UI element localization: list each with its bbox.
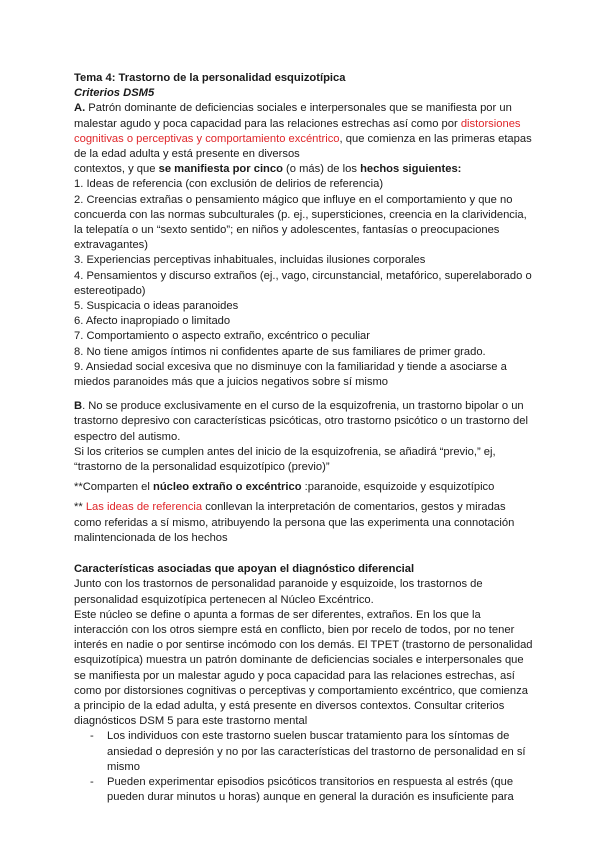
note-2-prefix: ** <box>74 501 86 514</box>
criteria-heading: Criterios DSM5 <box>74 87 155 100</box>
note-nucleo <box>74 480 534 495</box>
criterion-b-letter: B <box>74 400 83 413</box>
document-content <box>74 71 534 805</box>
note-2-suffix: conllevan la interpretación de comentarios, gestos y miradas como referidas a sí mismo, atribuyendo la persona que las experimenta una connotación malintencionada de los hechos <box>74 501 515 544</box>
section-2-heading: Características asociadas que apoyan el diagnóstico diferencial <box>74 563 415 576</box>
criterion-a-text-4: (o más) de los <box>282 163 361 176</box>
list-item: - Los individuos con este trastorno suelen buscar tratamiento para los síntomas de ansiedad o depresión y no por las características del trastorno de personalidad en sí mismo <box>74 729 534 775</box>
criterion-a-bold-2: hechos siguientes: <box>360 163 462 176</box>
criterion-b-text: . No se produce exclusivamente en el curso de la esquizofrenia, un trastorno bipolar o un trastorno depresivo con características psicóticas, otro trastorno psicótico o un trastorno del espectro del autismo. <box>74 400 528 443</box>
criteria-item-5: 5. Suspicacia o ideas paranoides <box>74 300 239 313</box>
note-1-bold: núcleo extraño o excéntrico <box>152 481 302 494</box>
criteria-item-1: 1. Ideas de referencia (con exclusión de delirios de referencia) <box>74 178 384 191</box>
list-item: - Pueden experimentar episodios psicóticos transitorios en respuesta al estrés (que pueden durar minutos u horas) aunque en general la duración es insuficiente para <box>74 775 534 805</box>
note-1-prefix: **Comparten el <box>74 481 153 494</box>
criteria-item-8: 8. No tiene amigos íntimos ni confidentes aparte de sus familiares de primer grado. <box>74 345 486 358</box>
page-title: Tema 4: Trastorno de la personalidad esquizotípica <box>74 72 346 84</box>
section-2-bullets <box>74 729 534 805</box>
section-2-para-1: Junto con los trastornos de personalidad paranoide y esquizoide, los trastornos de personalidad esquizotípica pertenecen al Núcleo Excéntrico. <box>74 578 483 606</box>
criterion-a-continuation <box>74 162 534 177</box>
criterion-a-bold-1: se manifiesta por cinco <box>158 163 283 176</box>
criteria-item-2: 2. Creencias extrañas o pensamiento mágico que influye en el comportamiento y que no concuerda con las normas subculturales (p. ej., supersticiones, creencia en la clarividencia, la telepatía o un “sexto sentido”; en niños y adolescentes, fantasías o preocupaciones extravagantes) <box>74 193 527 252</box>
criteria-item-6: 6. Afecto inapropiado o limitado <box>74 315 231 328</box>
criterion-b <box>74 399 534 445</box>
criteria-item-4: 4. Pensamientos y discurso extraños (ej., vago, circunstancial, metafórico, superelaborado o estereotipado) <box>74 269 532 297</box>
section-2-para-2: Este núcleo se define o apunta a formas de ser diferentes, extraños. En los que la interacción con los otros siempre está en conflicto, bien por recelo de todos, por no tener interés en nadie o por sentirse incómodo con los demás. El TPET (trastorno de personalidad esquizotípica) muestra un patrón dominante de deficiencias sociales e interpersonales que se manifiesta por un malestar agudo y poca capacidad para las relaciones estrechas, así como por distorsiones cognitivas o perceptivas y comportamiento excéntrico, que comienza a principio de la edad adulta, y está presente en diversos contextos. Consultar criterios diagnósticos DSM 5 para este trastorno mental <box>74 608 533 728</box>
note-ideas-referencia <box>74 500 534 546</box>
note-2-highlight: Las ideas de referencia <box>85 501 203 514</box>
criteria-item-7: 7. Comportamiento o aspecto extraño, excéntrico o peculiar <box>74 330 371 343</box>
criterion-a-text-3: contextos, y que <box>74 163 159 176</box>
criterion-a-highlight: distorsiones cognitivas o perceptivas y comportamiento excéntrico <box>74 117 521 145</box>
previo-note: Si los criterios se cumplen antes del inicio de la esquizofrenia, se añadirá “previo,” ej, “trastorno de la personalidad esquizotípico (previo)” <box>74 445 496 474</box>
note-1-suffix: :paranoide, esquizoide y esquizotípico <box>301 481 495 494</box>
criteria-list <box>74 177 534 390</box>
criterion-a <box>74 101 534 162</box>
criterion-a-letter: A. <box>74 102 86 115</box>
criterion-a-text-2: , que comienza en las primeras etapas de la edad adulta y está presente en diversos <box>74 132 532 161</box>
criteria-item-9: 9. Ansiedad social excesiva que no disminuye con la familiaridad y tiende a asociarse a miedos paranoides más que a juicios negativos sobre sí mismo <box>74 360 507 389</box>
criterion-a-text-1: Patrón dominante de deficiencias sociales e interpersonales que se manifiesta por un malestar agudo y poca capacidad para las relaciones estrechas así como por <box>74 102 512 130</box>
criteria-item-3: 3. Experiencias perceptivas inhabituales, incluidas ilusiones corporales <box>74 254 426 267</box>
